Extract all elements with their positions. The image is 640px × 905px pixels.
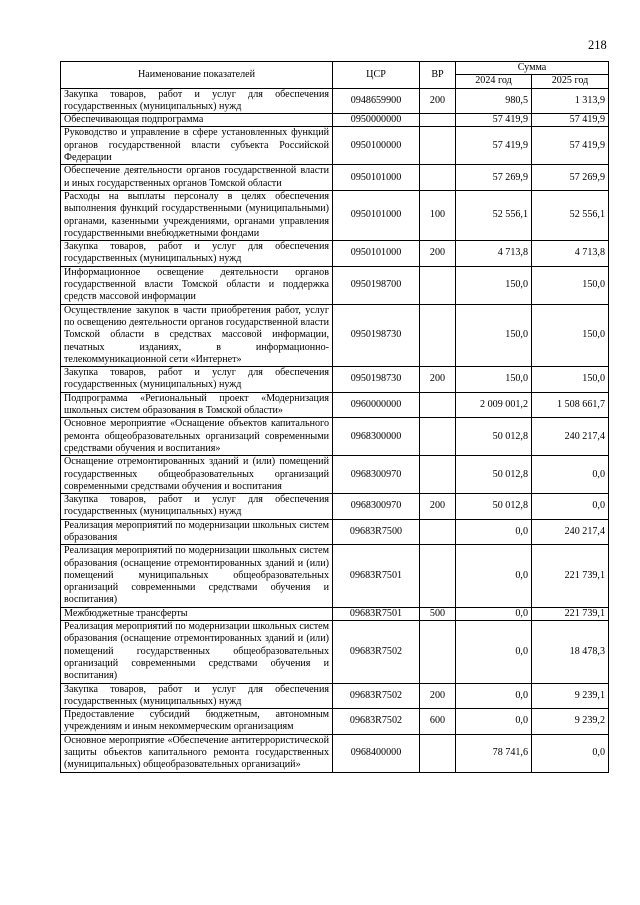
amount-2025-cell: 57 269,9 bbox=[532, 165, 609, 191]
indicator-name-cell: Обеспечение деятельности органов государственной власти и иных государственных органов Томской области bbox=[61, 165, 333, 191]
amount-2024-cell: 150,0 bbox=[456, 266, 532, 304]
amount-2025-cell: 9 239,2 bbox=[532, 709, 609, 735]
indicator-name-cell: Предоставление субсидий бюджетным, автономным учреждениям и иным некоммерческим организациям bbox=[61, 709, 333, 735]
header-vr: ВР bbox=[420, 62, 456, 89]
amount-2024-cell: 50 012,8 bbox=[456, 418, 532, 456]
vr-code-cell: 200 bbox=[420, 241, 456, 267]
vr-code-cell: 100 bbox=[420, 190, 456, 240]
budget-table bbox=[60, 61, 609, 773]
amount-2024-cell: 50 012,8 bbox=[456, 456, 532, 494]
amount-2024-cell: 0,0 bbox=[456, 607, 532, 620]
amount-2025-cell: 4 713,8 bbox=[532, 241, 609, 267]
vr-code-cell bbox=[420, 127, 456, 165]
amount-2025-cell: 0,0 bbox=[532, 494, 609, 520]
amount-2025-cell: 221 739,1 bbox=[532, 607, 609, 620]
table-row bbox=[61, 127, 609, 165]
vr-code-cell: 200 bbox=[420, 367, 456, 393]
header-name: Наименование показателей bbox=[61, 62, 333, 89]
vr-code-cell bbox=[420, 392, 456, 418]
table-row bbox=[61, 734, 609, 772]
table-row bbox=[61, 683, 609, 709]
csr-code-cell: 0968400000 bbox=[333, 734, 420, 772]
table-row bbox=[61, 114, 609, 127]
amount-2025-cell: 150,0 bbox=[532, 266, 609, 304]
csr-code-cell: 09683R7500 bbox=[333, 519, 420, 545]
amount-2025-cell: 1 313,9 bbox=[532, 88, 609, 114]
indicator-name-cell: Руководство и управление в сфере установленных функций органов государственной власти субъекта Российской Федерации bbox=[61, 127, 333, 165]
indicator-name-cell: Реализация мероприятий по модернизации школьных систем образования (оснащение отремонтированных зданий и (или) помещений государственных общеобразовательных организаций современными средствами обучения и воспитания) bbox=[61, 621, 333, 683]
table-row bbox=[61, 304, 609, 366]
csr-code-cell: 0968300970 bbox=[333, 456, 420, 494]
amount-2024-cell: 0,0 bbox=[456, 621, 532, 683]
amount-2024-cell: 0,0 bbox=[456, 545, 532, 607]
page-number: 218 bbox=[588, 38, 607, 52]
table-header bbox=[61, 62, 609, 89]
table-body bbox=[61, 88, 609, 772]
indicator-name-cell: Закупка товаров, работ и услуг для обеспечения государственных (муниципальных) нужд bbox=[61, 88, 333, 114]
table-row bbox=[61, 190, 609, 240]
table-row bbox=[61, 494, 609, 520]
amount-2025-cell: 0,0 bbox=[532, 734, 609, 772]
csr-code-cell: 09683R7502 bbox=[333, 683, 420, 709]
vr-code-cell bbox=[420, 114, 456, 127]
amount-2025-cell: 150,0 bbox=[532, 367, 609, 393]
vr-code-cell bbox=[420, 304, 456, 366]
table-row bbox=[61, 607, 609, 620]
amount-2024-cell: 980,5 bbox=[456, 88, 532, 114]
amount-2024-cell: 150,0 bbox=[456, 367, 532, 393]
indicator-name-cell: Расходы на выплаты персоналу в целях обеспечения выполнения функций государственными (муниципальными) органами, казенными учреждениями, органами управления государственными внебюджетными фондами bbox=[61, 190, 333, 240]
table-row bbox=[61, 621, 609, 683]
csr-code-cell: 09683R7502 bbox=[333, 621, 420, 683]
table-row bbox=[61, 367, 609, 393]
csr-code-cell: 0950101000 bbox=[333, 241, 420, 267]
amount-2025-cell: 57 419,9 bbox=[532, 127, 609, 165]
csr-code-cell: 0968300000 bbox=[333, 418, 420, 456]
csr-code-cell: 0950101000 bbox=[333, 165, 420, 191]
csr-code-cell: 09683R7501 bbox=[333, 607, 420, 620]
vr-code-cell: 200 bbox=[420, 494, 456, 520]
indicator-name-cell: Реализация мероприятий по модернизации школьных систем образования (оснащение отремонтированных зданий и (или) помещений муниципальных общеобразовательных организаций современными средствами обучения и воспитания) bbox=[61, 545, 333, 607]
table-row bbox=[61, 241, 609, 267]
vr-code-cell bbox=[420, 266, 456, 304]
amount-2024-cell: 0,0 bbox=[456, 519, 532, 545]
table-row bbox=[61, 392, 609, 418]
vr-code-cell bbox=[420, 418, 456, 456]
amount-2024-cell: 2 009 001,2 bbox=[456, 392, 532, 418]
csr-code-cell: 09683R7502 bbox=[333, 709, 420, 735]
indicator-name-cell: Основное мероприятие «Обеспечение антитеррористической защиты объектов капитального ремонта государственных (муниципальных) общеобразовательных организаций» bbox=[61, 734, 333, 772]
table-row bbox=[61, 519, 609, 545]
vr-code-cell bbox=[420, 519, 456, 545]
indicator-name-cell: Основное мероприятие «Оснащение объектов капитального ремонта общеобразовательных организаций современными средствами обучения и воспитания» bbox=[61, 418, 333, 456]
vr-code-cell bbox=[420, 545, 456, 607]
amount-2024-cell: 78 741,6 bbox=[456, 734, 532, 772]
amount-2025-cell: 0,0 bbox=[532, 456, 609, 494]
table-row bbox=[61, 456, 609, 494]
indicator-name-cell: Подпрограмма «Региональный проект «Модернизация школьных систем образования в Томской области» bbox=[61, 392, 333, 418]
csr-code-cell: 0950000000 bbox=[333, 114, 420, 127]
table-row bbox=[61, 709, 609, 735]
table-row bbox=[61, 418, 609, 456]
vr-code-cell: 600 bbox=[420, 709, 456, 735]
amount-2025-cell: 1 508 661,7 bbox=[532, 392, 609, 418]
amount-2025-cell: 150,0 bbox=[532, 304, 609, 366]
amount-2024-cell: 57 419,9 bbox=[456, 127, 532, 165]
header-year-2025: 2025 год bbox=[532, 75, 609, 88]
amount-2025-cell: 57 419,9 bbox=[532, 114, 609, 127]
amount-2024-cell: 57 269,9 bbox=[456, 165, 532, 191]
indicator-name-cell: Обеспечивающая подпрограмма bbox=[61, 114, 333, 127]
vr-code-cell: 200 bbox=[420, 683, 456, 709]
csr-code-cell: 0950101000 bbox=[333, 190, 420, 240]
indicator-name-cell: Межбюджетные трансферты bbox=[61, 607, 333, 620]
amount-2025-cell: 9 239,1 bbox=[532, 683, 609, 709]
indicator-name-cell: Закупка товаров, работ и услуг для обеспечения государственных (муниципальных) нужд bbox=[61, 683, 333, 709]
vr-code-cell: 500 bbox=[420, 607, 456, 620]
vr-code-cell bbox=[420, 456, 456, 494]
table-row bbox=[61, 545, 609, 607]
csr-code-cell: 0968300970 bbox=[333, 494, 420, 520]
amount-2025-cell: 221 739,1 bbox=[532, 545, 609, 607]
csr-code-cell: 0950198700 bbox=[333, 266, 420, 304]
vr-code-cell: 200 bbox=[420, 88, 456, 114]
indicator-name-cell: Закупка товаров, работ и услуг для обеспечения государственных (муниципальных) нужд bbox=[61, 494, 333, 520]
indicator-name-cell: Информационное освещение деятельности органов государственной власти Томской области и поддержка средств массовой информации bbox=[61, 266, 333, 304]
amount-2024-cell: 57 419,9 bbox=[456, 114, 532, 127]
amount-2024-cell: 0,0 bbox=[456, 709, 532, 735]
amount-2024-cell: 52 556,1 bbox=[456, 190, 532, 240]
vr-code-cell bbox=[420, 621, 456, 683]
csr-code-cell: 0950198730 bbox=[333, 304, 420, 366]
header-year-2024: 2024 год bbox=[456, 75, 532, 88]
csr-code-cell: 0948659900 bbox=[333, 88, 420, 114]
table-row bbox=[61, 266, 609, 304]
csr-code-cell: 0950100000 bbox=[333, 127, 420, 165]
header-csr: ЦСР bbox=[333, 62, 420, 89]
table-row bbox=[61, 88, 609, 114]
indicator-name-cell: Оснащение отремонтированных зданий и (или) помещений государственных общеобразовательных организаций современными средствами обучения и воспитания bbox=[61, 456, 333, 494]
vr-code-cell bbox=[420, 734, 456, 772]
amount-2024-cell: 150,0 bbox=[456, 304, 532, 366]
amount-2025-cell: 240 217,4 bbox=[532, 519, 609, 545]
header-sum: Сумма bbox=[456, 62, 609, 75]
indicator-name-cell: Закупка товаров, работ и услуг для обеспечения государственных (муниципальных) нужд bbox=[61, 241, 333, 267]
amount-2025-cell: 52 556,1 bbox=[532, 190, 609, 240]
amount-2025-cell: 240 217,4 bbox=[532, 418, 609, 456]
vr-code-cell bbox=[420, 165, 456, 191]
csr-code-cell: 09683R7501 bbox=[333, 545, 420, 607]
table-row bbox=[61, 165, 609, 191]
csr-code-cell: 0960000000 bbox=[333, 392, 420, 418]
amount-2024-cell: 4 713,8 bbox=[456, 241, 532, 267]
indicator-name-cell: Закупка товаров, работ и услуг для обеспечения государственных (муниципальных) нужд bbox=[61, 367, 333, 393]
amount-2025-cell: 18 478,3 bbox=[532, 621, 609, 683]
amount-2024-cell: 50 012,8 bbox=[456, 494, 532, 520]
indicator-name-cell: Осуществление закупок в части приобретения работ, услуг по освещению деятельности органов государственной власти Томской области в средствах массовой информации, печатных изданиях, в информационно-телекоммуникационной сети «Интернет» bbox=[61, 304, 333, 366]
indicator-name-cell: Реализация мероприятий по модернизации школьных систем образования bbox=[61, 519, 333, 545]
amount-2024-cell: 0,0 bbox=[456, 683, 532, 709]
csr-code-cell: 0950198730 bbox=[333, 367, 420, 393]
